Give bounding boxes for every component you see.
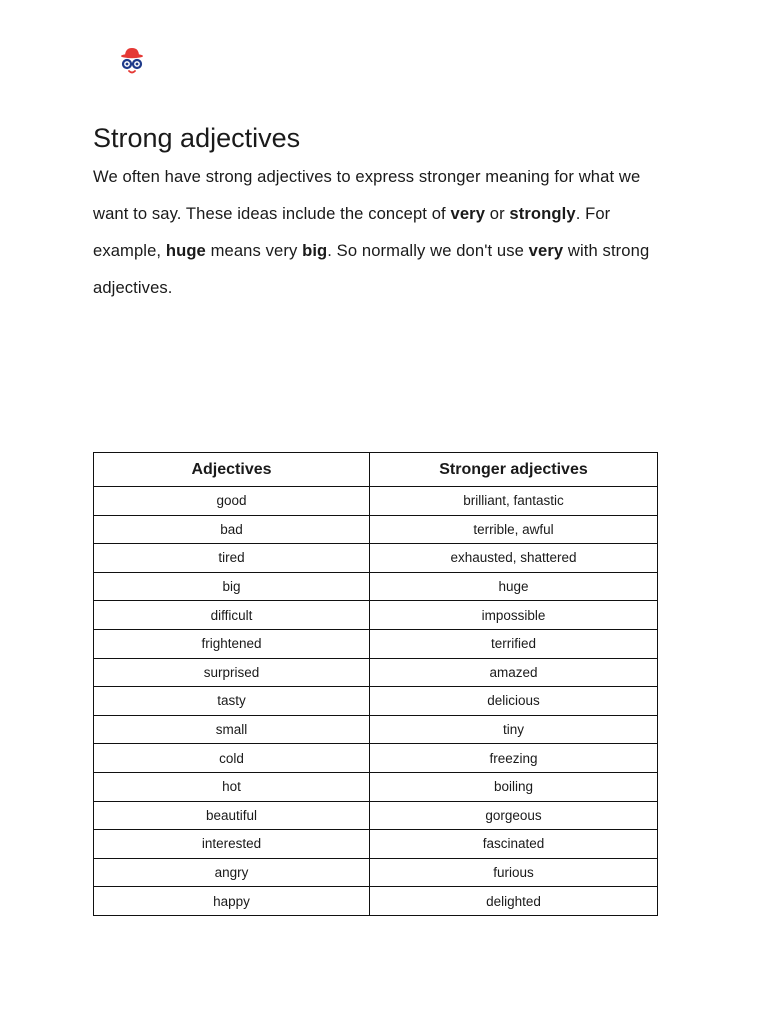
article — [93, 118, 673, 306]
intro-text: or — [485, 204, 510, 223]
table-row — [94, 544, 658, 573]
table-row — [94, 629, 658, 658]
adjective-cell: bad — [94, 515, 370, 544]
adjective-cell: small — [94, 715, 370, 744]
adjective-cell: interested — [94, 830, 370, 859]
stronger-adjective-cell: exhausted, shattered — [370, 544, 658, 573]
emphasis-big: big — [302, 241, 328, 260]
stronger-adjective-cell: gorgeous — [370, 801, 658, 830]
adjective-cell: good — [94, 487, 370, 516]
stronger-adjective-cell: freezing — [370, 744, 658, 773]
stronger-adjective-cell: terrified — [370, 629, 658, 658]
table-row — [94, 515, 658, 544]
page-title: Strong adjectives — [93, 123, 301, 153]
stronger-adjective-cell: tiny — [370, 715, 658, 744]
adjective-cell: difficult — [94, 601, 370, 630]
table-row — [94, 830, 658, 859]
column-header-adjectives: Adjectives — [94, 453, 370, 487]
table-row — [94, 858, 658, 887]
adjectives-table — [93, 452, 658, 916]
mascot-hat-glasses-icon — [118, 45, 146, 77]
intro-text: means very — [205, 241, 303, 260]
adjective-cell: tired — [94, 544, 370, 573]
adjective-cell: happy — [94, 887, 370, 916]
stronger-adjective-cell: terrible, awful — [370, 515, 658, 544]
intro-text: . So normally we don't use — [327, 241, 529, 260]
emphasis-strongly: strongly — [509, 204, 576, 223]
adjective-cell: hot — [94, 772, 370, 801]
stronger-adjective-cell: delicious — [370, 687, 658, 716]
intro-text: We often have strong adjectives to express stronger meaning for what we want to say. These ideas include the concept of — [93, 167, 641, 223]
table-row — [94, 744, 658, 773]
emphasis-huge: huge — [165, 241, 206, 260]
logo — [118, 45, 146, 77]
stronger-adjective-cell: impossible — [370, 601, 658, 630]
table-row — [94, 715, 658, 744]
table-row — [94, 487, 658, 516]
adjective-cell: tasty — [94, 687, 370, 716]
adjective-cell: beautiful — [94, 801, 370, 830]
stronger-adjective-cell: brilliant, fantastic — [370, 487, 658, 516]
stronger-adjective-cell: boiling — [370, 772, 658, 801]
adjective-cell: surprised — [94, 658, 370, 687]
adjective-cell: angry — [94, 858, 370, 887]
adjective-cell: cold — [94, 744, 370, 773]
intro-text: with strong adjectives. — [93, 241, 650, 297]
table-row — [94, 658, 658, 687]
table-header-row — [94, 453, 658, 487]
stronger-adjective-cell: delighted — [370, 887, 658, 916]
table-row — [94, 572, 658, 601]
table-row — [94, 772, 658, 801]
table-row — [94, 601, 658, 630]
stronger-adjective-cell: huge — [370, 572, 658, 601]
stronger-adjective-cell: fascinated — [370, 830, 658, 859]
intro-text: . For example, — [93, 204, 611, 260]
emphasis-very: very — [528, 241, 564, 260]
intro-paragraph — [93, 158, 673, 306]
stronger-adjective-cell: amazed — [370, 658, 658, 687]
table-row — [94, 801, 658, 830]
table-row — [94, 887, 658, 916]
stronger-adjective-cell: furious — [370, 858, 658, 887]
adjective-cell: big — [94, 572, 370, 601]
emphasis-very: very — [450, 204, 486, 223]
column-header-stronger-adjectives: Stronger adjectives — [370, 453, 658, 487]
adjective-cell: frightened — [94, 629, 370, 658]
table-row — [94, 687, 658, 716]
